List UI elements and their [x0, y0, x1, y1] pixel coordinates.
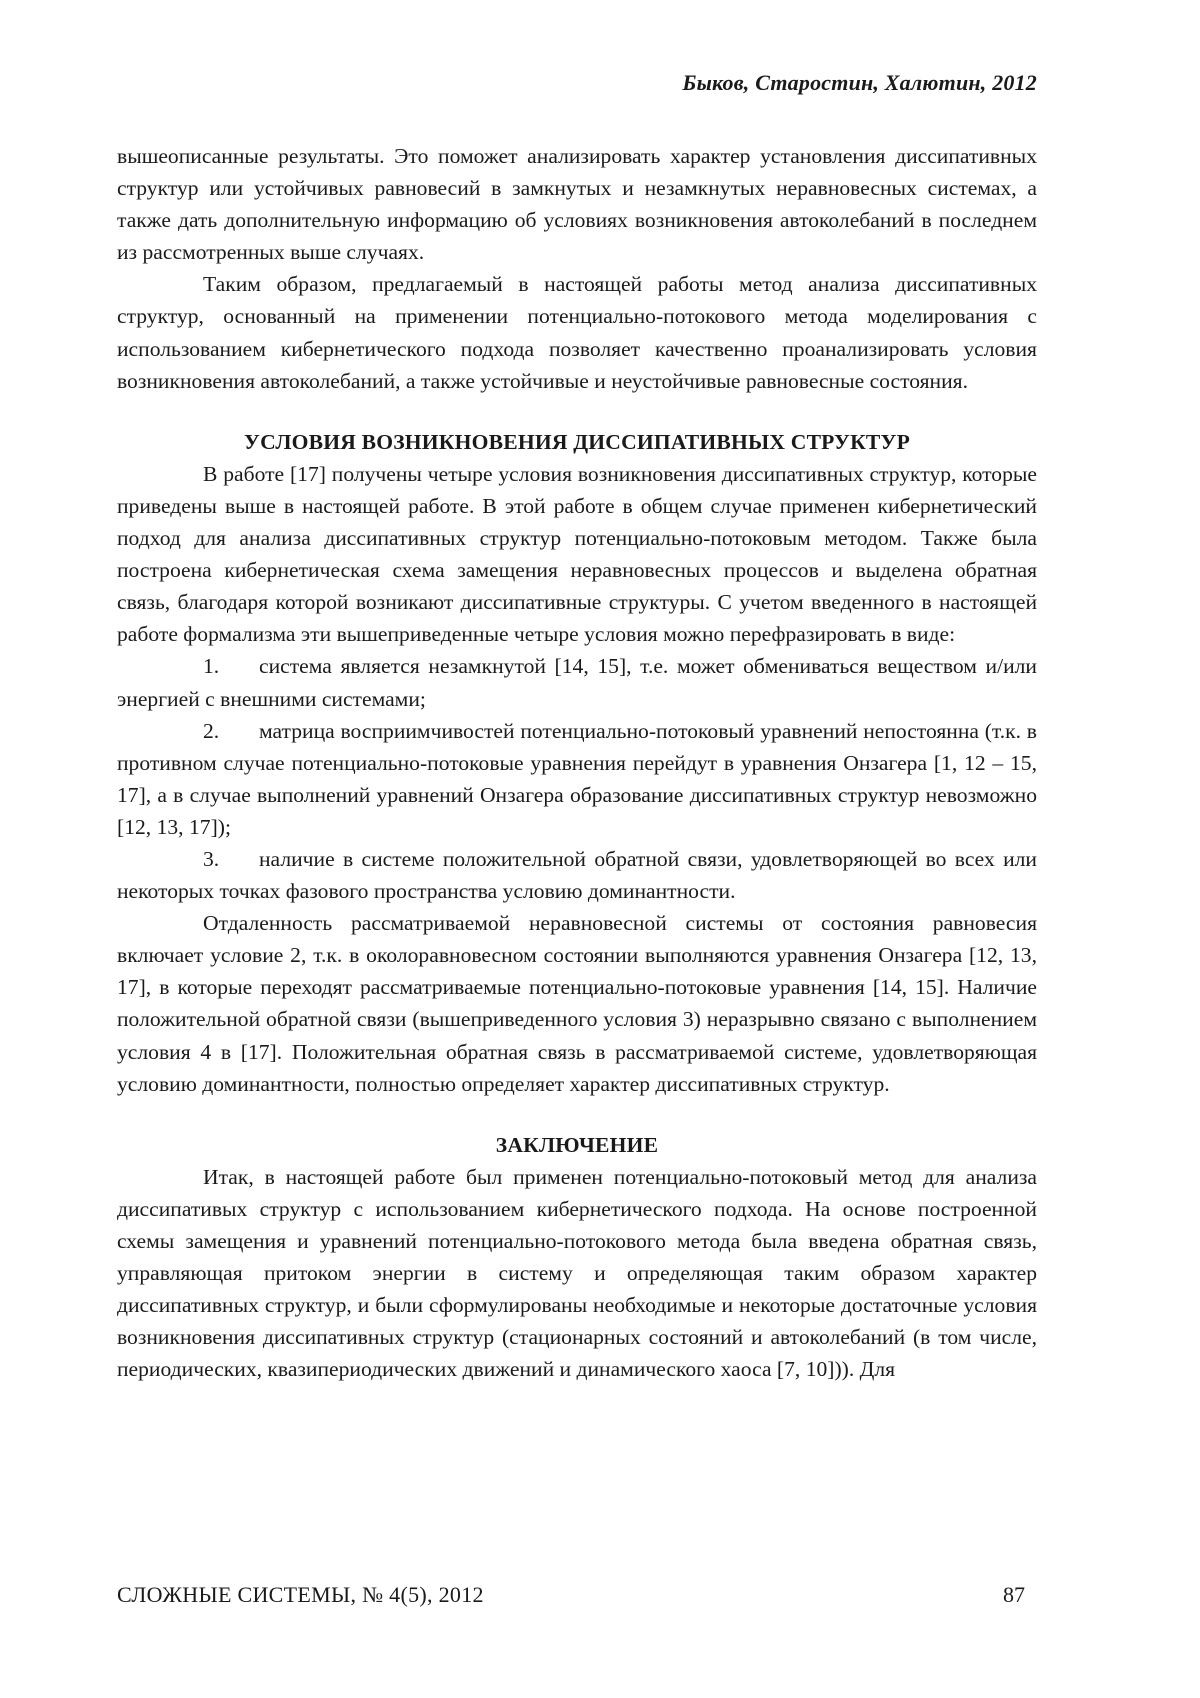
list-number: 1. — [203, 650, 259, 682]
list-text: матрица восприимчивостей потенциально-потоковый уравнений непостоянна (т.к. в противном случае потенциально-потоковые уравнения перейдут в уравнения Онзагера [1, 12 – 15, 17], а в случае выполнений уравнений Онзагера образование диссипативных структур невозможно [12, 13, 17]); — [117, 719, 1037, 839]
list-number: 3. — [203, 843, 259, 875]
section-heading-conclusion: ЗАКЛЮЧЕНИЕ — [117, 1100, 1037, 1161]
list-text: система является незамкнутой [14, 15], т.е. может обмениваться веществом и/или энергией с внешними системами; — [117, 654, 1037, 710]
list-item-1 — [117, 650, 1037, 714]
paragraph-remoteness: Отдаленность рассматриваемой неравновесной системы от состояния равновесия включает условие 2, т.к. в околоравновесном состоянии выполняются уравнения Онзагера [12, 13, 17], в которые переходят рассматриваемые потенциально-потоковые уравнения [14, 15]. Наличие положительной обратной связи (вышеприведенного условия 3) неразрывно связано с выполнением условия 4 в [17]. Положительная обратная связь в рассматриваемой системе, удовлетворяющая условию доминантности, полностью определяет характер диссипативных структур. — [117, 907, 1037, 1100]
body-text — [117, 140, 1037, 1385]
list-number: 2. — [203, 715, 259, 747]
paragraph-conclusion: Итак, в настоящей работе был применен потенциально-потоковый метод для анализа диссипативых структур с использованием кибернетического подхода. На основе построенной схемы замещения и уравнений потенциально-потокового метода была введена обратная связь, управляющая притоком энергии в систему и определяющая таким образом характер диссипативных структур, и были сформулированы необходимые и некоторые достаточные условия возникновения диссипативных структур (стационарных состояний и автоколебаний (в том числе, периодических, квазипериодических движений и динамического хаоса [7, 10])). Для — [117, 1161, 1037, 1386]
paragraph-conditions-intro: В работе [17] получены четыре условия возникновения диссипативных структур, которые приведены выше в настоящей работе. В этой работе в общем случае применен кибернетический подход для анализа диссипативных структур потенциально-потоковым методом. Также была построена кибернетическая схема замещения неравновесных процессов и выделена обратная связь, благодаря которой возникают диссипативные структуры. С учетом введенного в настоящей работе формализма эти вышеприведенные четыре условия можно перефразировать в виде: — [117, 458, 1037, 651]
paragraph-continuation: вышеописанные результаты. Это поможет анализировать характер установления диссипативных структур или устойчивых равновесий в замкнутых и незамкнутых неравновесных системах, а также дать дополнительную информацию об условиях возникновения автоколебаний в последнем из рассмотренных выше случаях. — [117, 140, 1037, 268]
list-item-3 — [117, 843, 1037, 907]
list-item-2 — [117, 715, 1037, 843]
paragraph-summary: Таким образом, предлагаемый в настоящей работы метод анализа диссипативных структур, основанный на применении потенциально-потокового метода моделирования с использованием кибернетического подхода позволяет качественно проанализировать условия возникновения автоколебаний, а также устойчивые и неустойчивые равновесные состояния. — [117, 268, 1037, 396]
section-heading-conditions: УСЛОВИЯ ВОЗНИКНОВЕНИЯ ДИССИПАТИВНЫХ СТРУКТУР — [117, 397, 1037, 458]
running-head: Быков, Старостин, Халютин, 2012 — [682, 70, 1037, 96]
journal-footer: СЛОЖНЫЕ СИСТЕМЫ, № 4(5), 2012 — [117, 1582, 484, 1608]
list-text: наличие в системе положительной обратной связи, удовлетворяющей во всех или некоторых точках фазового пространства условию доминантности. — [117, 847, 1037, 903]
page-number: 87 — [1003, 1582, 1025, 1608]
document-page — [0, 0, 1200, 1698]
